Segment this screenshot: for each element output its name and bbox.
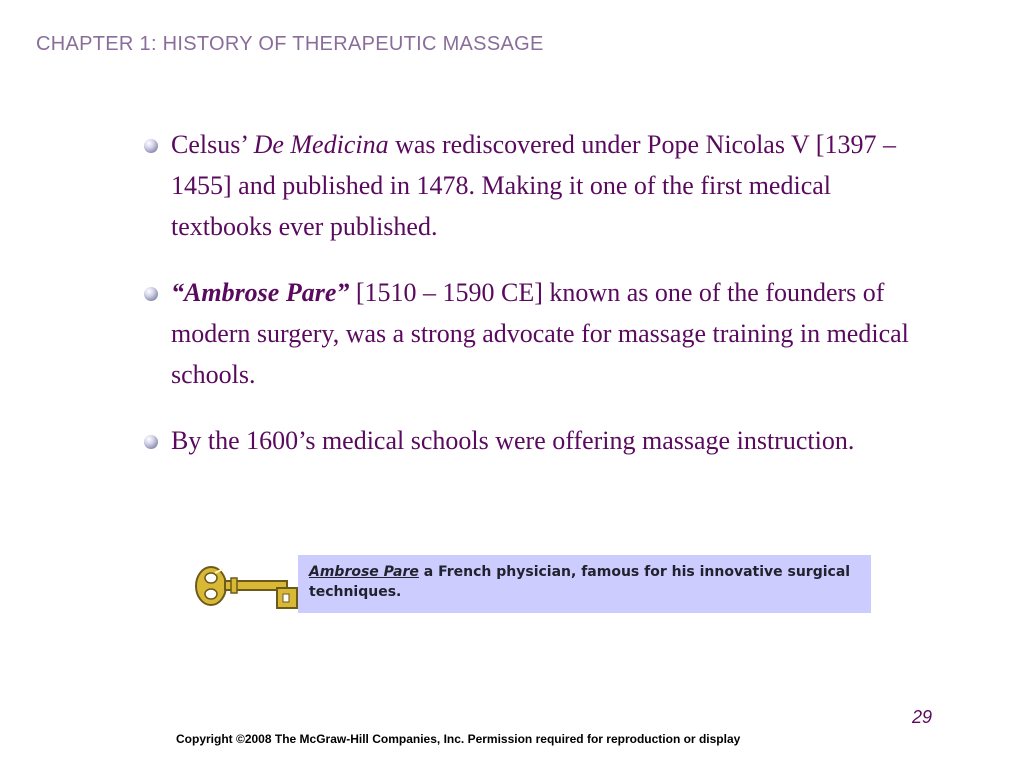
key-icon (193, 561, 305, 611)
bullet-item-celsus (140, 124, 910, 247)
key-term-note (193, 555, 871, 613)
copyright-notice: Copyright ©2008 The McGraw-Hill Companies, Inc. Permission required for reproduction or display (176, 732, 741, 746)
bullet-text-prefix: Celsus’ (171, 130, 254, 159)
definition-box (298, 555, 871, 613)
bullet-text: By the 1600’s medical schools were offering massage instruction. (171, 426, 855, 455)
definition-term: Ambrose Pare (309, 564, 419, 580)
bullet-dot-icon (144, 287, 158, 301)
book-title: De Medicina (253, 130, 389, 159)
bullet-item-ambrose-pare (140, 272, 910, 395)
bullet-item-1600s (140, 420, 910, 461)
person-name: “Ambrose Pare” (171, 278, 350, 307)
page-number: 29 (912, 707, 933, 727)
definition-text: a French physician, famous for his innovative surgical techniques. (309, 564, 851, 600)
bullet-list (140, 124, 910, 486)
bullet-dot-icon (144, 435, 158, 449)
chapter-title: CHAPTER 1: HISTORY OF THERAPEUTIC MASSAGE (36, 33, 544, 55)
bullet-text: was rediscovered under Pope Nicolas V [1397 – 1455] and published in 1478. Making it one of the first medical textbooks ever published. (171, 130, 896, 241)
bullet-dot-icon (144, 139, 158, 153)
bullet-text: [1510 – 1590 CE] known as one of the founders of modern surgery, was a strong advocate for massage training in medical schools. (171, 278, 909, 389)
